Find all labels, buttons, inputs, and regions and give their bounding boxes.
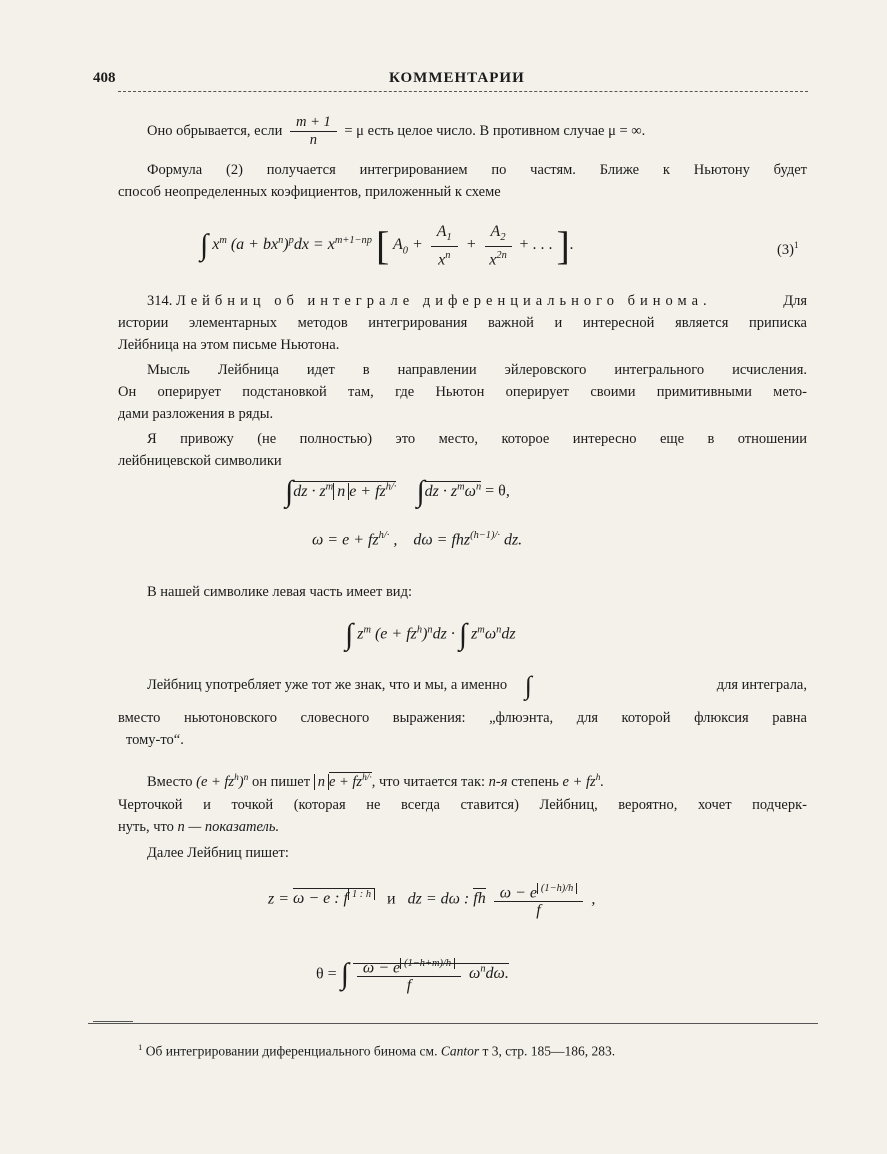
running-header: КОММЕНТАРИИ [389,70,525,86]
leibniz-formula-3: z = ω − e : f $^{1 : h}$ и dz = dω : fh $\frac{\omega - e ^{(1-h)/h}}{f}$ , [268,880,595,919]
leibniz-formula-4: θ = ∫ $\frac{\omega - e ^{(1-h+m)/h}}{f}$ $\omega^nd\omega$. [316,955,509,994]
text-line-2: Формула (2) получается интегрированием по частям. Ближе к Ньютону будет [147,162,807,178]
equation-3: ∫ $x^m$ $(a + bx^n)^pdx = x^{m+1-np}$ [ $A_0$ + $\frac{A_1}{x^n}$ + $\frac{A_2}{x^{2n}}$ + . . . ]. [200,222,574,269]
paragraph-314-line-2: истории элементарных методов интегрирования важной и интересной является приписка [118,315,807,331]
header-rule [118,91,808,92]
text-line-1: Оно обрывается, если $\frac{m + 1}{n}$ = μ есть целое число. В противном случае μ = ∞. [147,114,646,148]
footnote: $^1$ Об интегрировании диференциального бинома см. Cantor т 3, стр. 185—186, 283. [138,1042,616,1059]
paragraph-e-line-2: Черточкой и точкой (которая не всегда ставится) Лейбниц, вероятно, хочет подчерк- [118,797,807,813]
paragraph-b-line-1: Я привожу (не полностью) это место, которое интересно еще в отношении [147,431,807,447]
paragraph-e-line-3: нуть, что n — показатель. [118,819,280,835]
modern-notation-formula: ∫ $z^m$ $(e + fz^h)^ndz$ · ∫ $z^m\omega^ndz$ [345,618,516,651]
paragraph-314-heading: 314. Лейбниц об интеграле диференциального бинома. Для [147,293,807,309]
paragraph-b-line-2: лейбницевской символики [118,453,282,469]
fraction-m-plus-1-over-n: $\frac{m + 1}{n}$ [290,114,337,149]
paragraph-e-line-1: Вместо $(e + fz^h)^n$ он пишет n $e + fz^{h/\cdot}$, что читается так: n-я степень $e + fz^h$. [147,773,605,790]
text-line-3: способ неопределенных коэфициентов, приложенный к схеме [118,184,501,200]
paragraph-d-line-3: тому-то“. [126,732,184,748]
paragraph-a-line-1: Мысль Лейбница идет в направлении эйлеровского интегрального исчисления. [147,362,807,378]
paragraph-d-line-1: Лейбниц употребляет уже тот же знак, что и мы, а именно ∫ для интеграла, [147,670,807,700]
footnote-rule-left [93,1021,133,1022]
equation-3-label: $(3)^1$ [777,241,799,258]
page-number: 408 [93,70,116,86]
integral-sign: ∫ [524,670,532,700]
paragraph-a-line-3: дами разложения в ряды. [118,406,274,422]
paragraph-f: Далее Лейбниц пишет: [147,845,289,861]
paragraph-d-line-2: вместо ньютоновского словесного выражения: „флюэнта, для которой флюксия равна [118,710,807,726]
paragraph-a-line-2: Он оперирует подстановкой там, где Ньютон оперирует своими примитивными мето- [118,384,807,400]
paragraph-c: В нашей символике левая часть имеет вид: [147,584,412,600]
footnote-rule [88,1023,818,1024]
paragraph-314-line-3: Лейбница на этом письме Ньютона. [118,337,340,353]
leibniz-formula-2: $\omega = e + fz^{h/\cdot}$ , dω = fhz$^{(h-1)/\cdot}$ dz. [312,530,523,549]
leibniz-formula-1: $\int dz \cdot z^m$ n $e + fz^{h/\cdot}$ $\int dz \cdot z^m\omega^n = \theta$, [285,475,510,508]
